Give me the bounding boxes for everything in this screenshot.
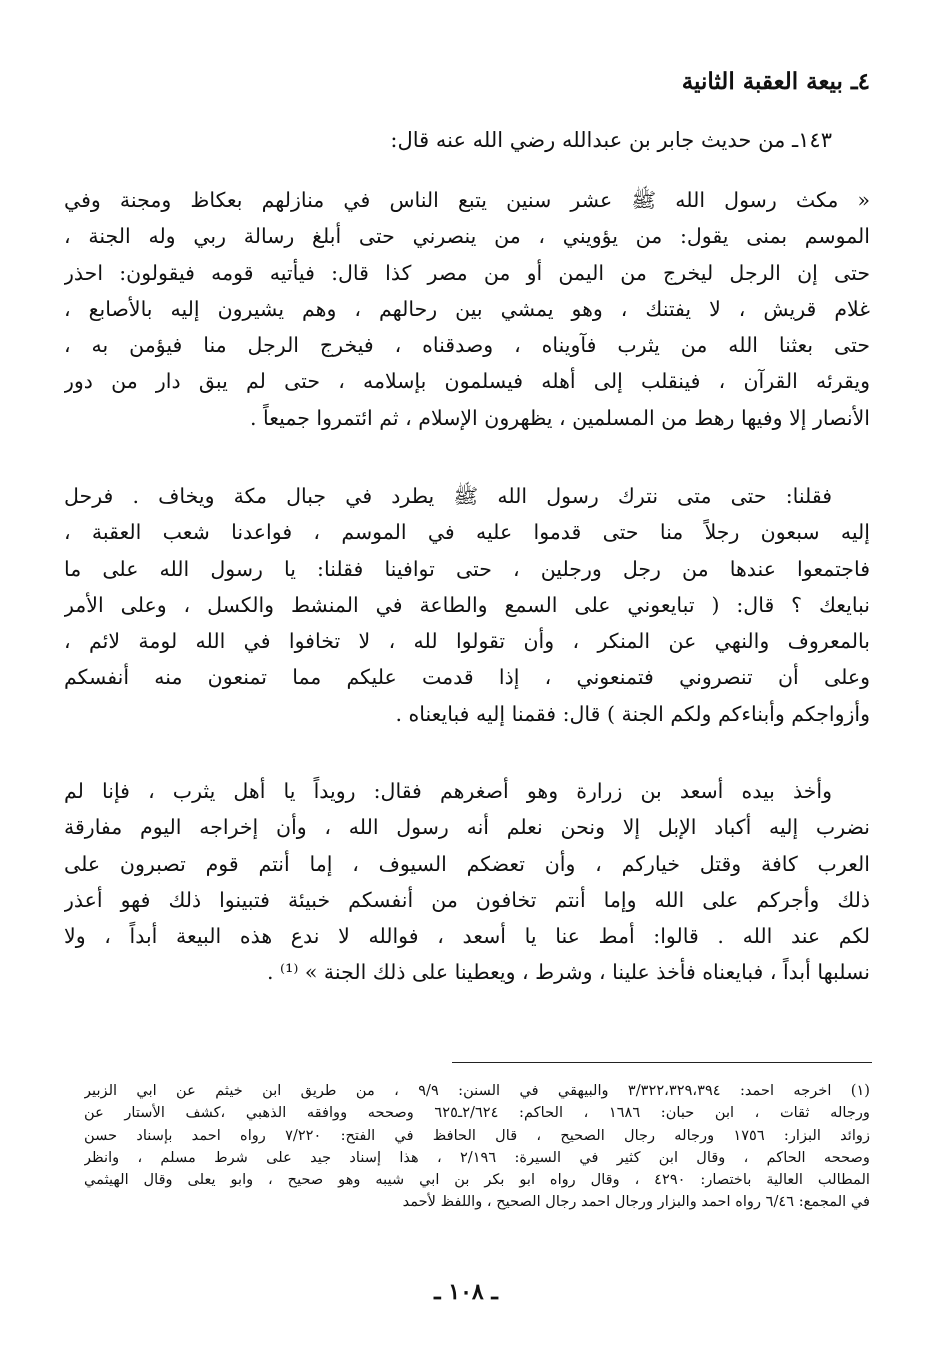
text-line: حتى إن الرجل ليخرج من اليمن أو من مصر كذا قال: فيأتيه قومه فيقولون: احذر [64,260,870,285]
text-line: نبايعك ؟ قال: ( تبايعوني على السمع والطاعة في المنشط والكسل ، وعلى الأمر [64,592,870,617]
footnote-line: في المجمع: ٦/٤٦ رواه احمد والبزار ورجال احمد رجال الصحيح ، واللفظ لأحمد [402,1193,870,1211]
hadith-intro: ١٤٣ـ من حديث جابر بن عبدالله رضي الله عنه قال: [390,128,832,152]
text-line: حتى بعثنا الله من يثرب فآويناه ، وصدقناه ، فيخرج الرجل منا فيؤمن به ، [64,333,870,358]
text-line: فاجتمعوا عندها من رجل ورجلين ، حتى توافينا فقلنا: يا رسول الله على ما [64,556,870,581]
text-line: وأزواجكم وأبناءكم ولكم الجنة ) قال: فقمنا إليه فبايعناه . [395,701,870,726]
text-line: ويقرئه القرآن ، فينقلب إلى أهله فيسلمون بإسلامه ، حتى لم يبق دار من دور [64,369,870,394]
footnote-line: (١) اخرجه احمد: ٣/٣٢٢،٣٢٩،٣٩٤ والبيهقي في السنن: ٩/٩ ، من طريق ابن خيثم عن ابي الزبير [84,1082,870,1099]
paragraph-2 [64,478,870,732]
text-line: « مكث رسول الله ﷺ عشر سنين يتبع الناس في منازلهم بعكاظ ومجنة وفي [64,188,870,212]
text-line: إليه سبعون رجلاً منا حتى قدموا عليه في الموسم ، فواعدنا شعب العقبة ، [64,520,870,545]
paragraph-3 [64,773,870,991]
text-line: بالمعروف والنهي عن المنكر ، وأن تقولوا لله ، لا تخافوا في الله لومة لائم ، [64,629,870,654]
footnote-line: زوائد البزار: ١٧٥٦ ورجاله رجال الصحيح ، قال الحافظ في الفتح: ٧/٢٢٠ رواه احمد بإسناد حسن [84,1126,870,1144]
text-line: الأنصار إلا وفيها رهط من المسلمين ، يظهرون الإسلام ، ثم ائتمروا جميعاً . [250,405,870,430]
text-line: فقلنا: حتى متى نترك رسول الله ﷺ يطرد في جبال مكة ويخاف . فرحل [64,484,832,508]
footnote-divider [452,1062,872,1063]
text-line: العرب كافة وقتل خياركم ، وأن تعضكم السيوف ، إما أنتم قوم تصبرون على [64,851,870,876]
section-heading: ٤ـ بيعة العقبة الثانية [681,68,870,95]
page-number: ـ ١٠٨ ـ [434,1279,498,1305]
text-line: نضرب إليه أكباد الإبل إلا ونحن نعلم أنه رسول الله ، وأن إخراجه اليوم مفارقة [64,815,870,840]
text-line: الموسم بمنى يقول: من يؤويني ، من ينصرني حتى أبلغ رسالة ربي وله الجنة ، [64,224,870,249]
footnote-line: وصححه الحاكم ، وقال ابن كثير في السيرة: ٢/١٩٦ ، هذا إسناد جيد على شرط مسلم ، وانظر [84,1148,870,1166]
text-line: وأخذ بيده أسعد بن زرارة وهو أصغرهم فقال: رويداً يا أهل يثرب ، فإنا لم [64,779,832,803]
text-line: غلام قريش ، لا يفتنك ، وهو يمشي بين رحالهم ، وهم يشيرون إليه بالأصابع ، [64,296,870,321]
paragraph-1 [64,182,870,436]
text-line: ذلك وأجركم على الله وإما أنتم تخافون من أنفسكم خبيئة فتبينوا ذلك فهو أعذر [64,887,870,912]
text-line: وعلى أن تنصروني فتمنعوني ، إذا قدمت عليكم مما تمنعون منه أنفسكم [64,665,870,690]
text-line: نسلبها أبداً ، فبايعناه فأخذ علينا ، وشرط ، ويعطينا على ذلك الجنة » ⁽¹⁾ . [267,960,870,985]
footnote-line: المطالب العالية باختصار: ٤٢٩٠ ، وقال رواه ابو بكر بن ابي شيبه وهو صحيح ، وابو يعلى وقال الهيثمي [84,1171,870,1189]
text-line: لكم عند الله . قالوا: أمط عنا يا أسعد ، فوالله لا ندع هذه البيعة أبداً ، ولا [64,924,870,949]
footnote-line: ورجاله ثقات ، ابن حبان: ١٦٨٦ ، الحاكم: ٢/٦٢٤ـ٦٢٥ وصححه ووافقه الذهبي ،كشف الأستار عن [84,1104,870,1122]
footnotes [84,1080,870,1214]
